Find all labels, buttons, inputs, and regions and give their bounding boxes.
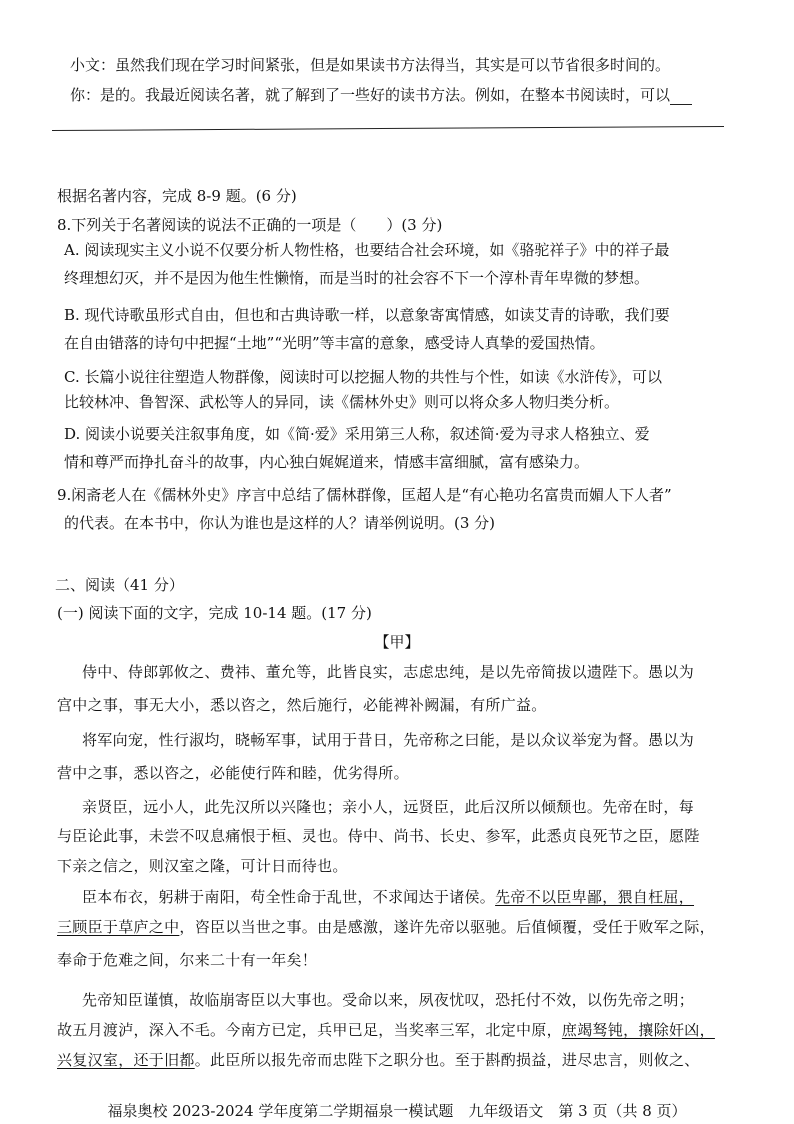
answer-blank xyxy=(670,88,692,105)
passage-p3-line-3: 下亲之信之，则汉室之隆，可计日而待也。 xyxy=(57,857,348,875)
passage-p3-line-2: 与臣论此事，未尝不叹息痛恨于桓、灵也。侍中、尚书、长史、参军，此悉贞良死节之臣，愿陛 xyxy=(57,827,700,845)
passage-p5-line-2 xyxy=(57,1020,715,1040)
passage-p4-line-2 xyxy=(57,917,715,937)
passage-p5-line-3-plain: 。此臣所以报先帝而忠陛下之职分也。至于斟酌损益，进尽忠言，则攸之、 xyxy=(194,1051,700,1069)
q9-line-2: 的代表。在本书中，你认为谁也是这样的人？请举例说明。(3 分) xyxy=(64,514,496,532)
passage-p3-line-1: 亲贤臣，远小人，此先汉所以兴隆也；亲小人，远贤臣，此后汉所以倾颓也。先帝在时，每 xyxy=(82,798,695,816)
passage-p1-line-2: 宫中之事，事无大小，悉以咨之，然后施行，必能裨补阙漏，有所广益。 xyxy=(57,696,547,714)
passage-p5-line-1: 先帝知臣谨慎，故临崩寄臣以大事也。受命以来，夙夜忧叹，恐托付不效，以伤先帝之明； xyxy=(82,991,695,1009)
passage-p1-line-1: 侍中、侍郎郭攸之、费祎、董允等，此皆良实，志虑忠纯，是以先帝简拔以遗陛下。愚以为 xyxy=(82,663,695,681)
answer-line xyxy=(52,126,724,131)
passage-p4-line-3: 奉命于危难之间，尔来二十有一年矣！ xyxy=(57,951,318,969)
q8-stem: 8.下列关于名著阅读的说法不正确的一项是（ ）(3 分) xyxy=(57,216,443,234)
underlined-phrase: 三顾臣于草庐之中 xyxy=(57,918,180,936)
q8-option-a-line-1: A. 阅读现实主义小说不仅要分析人物性格，也要结合社会环境，如《骆驼祥子》中的祥子最 xyxy=(64,241,670,259)
underlined-phrase: 先帝不以臣卑鄙，猥自枉屈， xyxy=(495,888,695,906)
q8-option-a-line-2: 终理想幻灭，并不是因为他生性懒惰，而是当时的社会容不下一个淳朴青年卑微的梦想。 xyxy=(64,269,650,287)
passage-p5-line-3 xyxy=(57,1050,700,1070)
dialogue-line-1: 小文：虽然我们现在学习时间紧张，但是如果读书方法得当，其实是可以节省很多时间的。 xyxy=(70,56,671,74)
passage-title: 【甲】 xyxy=(374,633,420,651)
q8-option-c-line-1: C. 长篇小说往往塑造人物群像，阅读时可以挖掘人物的共性与个性，如读《水浒传》，可以 xyxy=(64,368,662,386)
q8-option-d-line-1: D. 阅读小说要关注叙事角度，如《简·爱》采用第三人称，叙述简·爱为寻求人格独立、爱 xyxy=(64,425,650,443)
passage-p4-line-1 xyxy=(82,887,694,907)
section-heading: 二、阅读（41 分） xyxy=(55,576,184,594)
underlined-phrase: 庶竭驽钝，攘除奸凶， xyxy=(561,1021,715,1039)
q8-option-c-line-2: 比较林冲、鲁智深、武松等人的异同，读《儒林外史》则可以将众多人物归类分析。 xyxy=(64,393,620,411)
q8-option-b-line-1: B. 现代诗歌虽形式自由，但也和古典诗歌一样，以意象寄寓情感，如读艾青的诗歌，我们要 xyxy=(64,306,670,324)
q8-option-d-line-2: 情和尊严而挣扎奋斗的故事，内心独白娓娓道来，情感丰富细腻，富有感染力。 xyxy=(64,453,590,471)
page-footer: 福泉奥校 2023-2024 学年度第二学期福泉一模试题 九年级语文 第 3 页（共 8 页） xyxy=(107,1102,687,1120)
q8-option-b-line-2: 在自由错落的诗句中把握“土地”“光明”等丰富的意象，感受诗人真挚的爱国热情。 xyxy=(64,334,605,352)
passage-p5-line-2-plain: 故五月渡泸，深入不毛。今南方已定，兵甲已足，当奖率三军，北定中原， xyxy=(57,1021,562,1039)
passage-p2-line-1: 将军向宠，性行淑均，晓畅军事，试用于昔日，先帝称之曰能，是以众议举宠为督。愚以为 xyxy=(82,731,695,749)
intro-text: 根据名著内容，完成 8-9 题。(6 分) xyxy=(57,187,297,205)
q9-line-1: 9.闲斋老人在《儒林外史》序言中总结了儒林群像，匡超人是“有心艳功名富贵而媚人下人者” xyxy=(57,486,672,504)
passage-p4-line-2-plain: ，咨臣以当世之事。由是感激，遂许先帝以驱驰。后值倾覆，受任于败军之际， xyxy=(179,918,715,936)
underlined-phrase: 兴复汉室，还于旧都 xyxy=(57,1051,195,1069)
passage-p4-line-1-plain: 臣本布衣，躬耕于南阳，苟全性命于乱世，不求闻达于诸侯。 xyxy=(82,888,496,906)
passage-p2-line-2: 营中之事，悉以咨之，必能使行阵和睦，优劣得所。 xyxy=(57,764,409,782)
dialogue-line-2-text: 你：是的。我最近阅读名著，就了解到了一些好的读书方法。例如，在整本书阅读时，可以 xyxy=(70,86,671,104)
subsection-heading: (一) 阅读下面的文字，完成 10-14 题。(17 分) xyxy=(57,604,372,622)
dialogue-line-2 xyxy=(70,85,692,105)
